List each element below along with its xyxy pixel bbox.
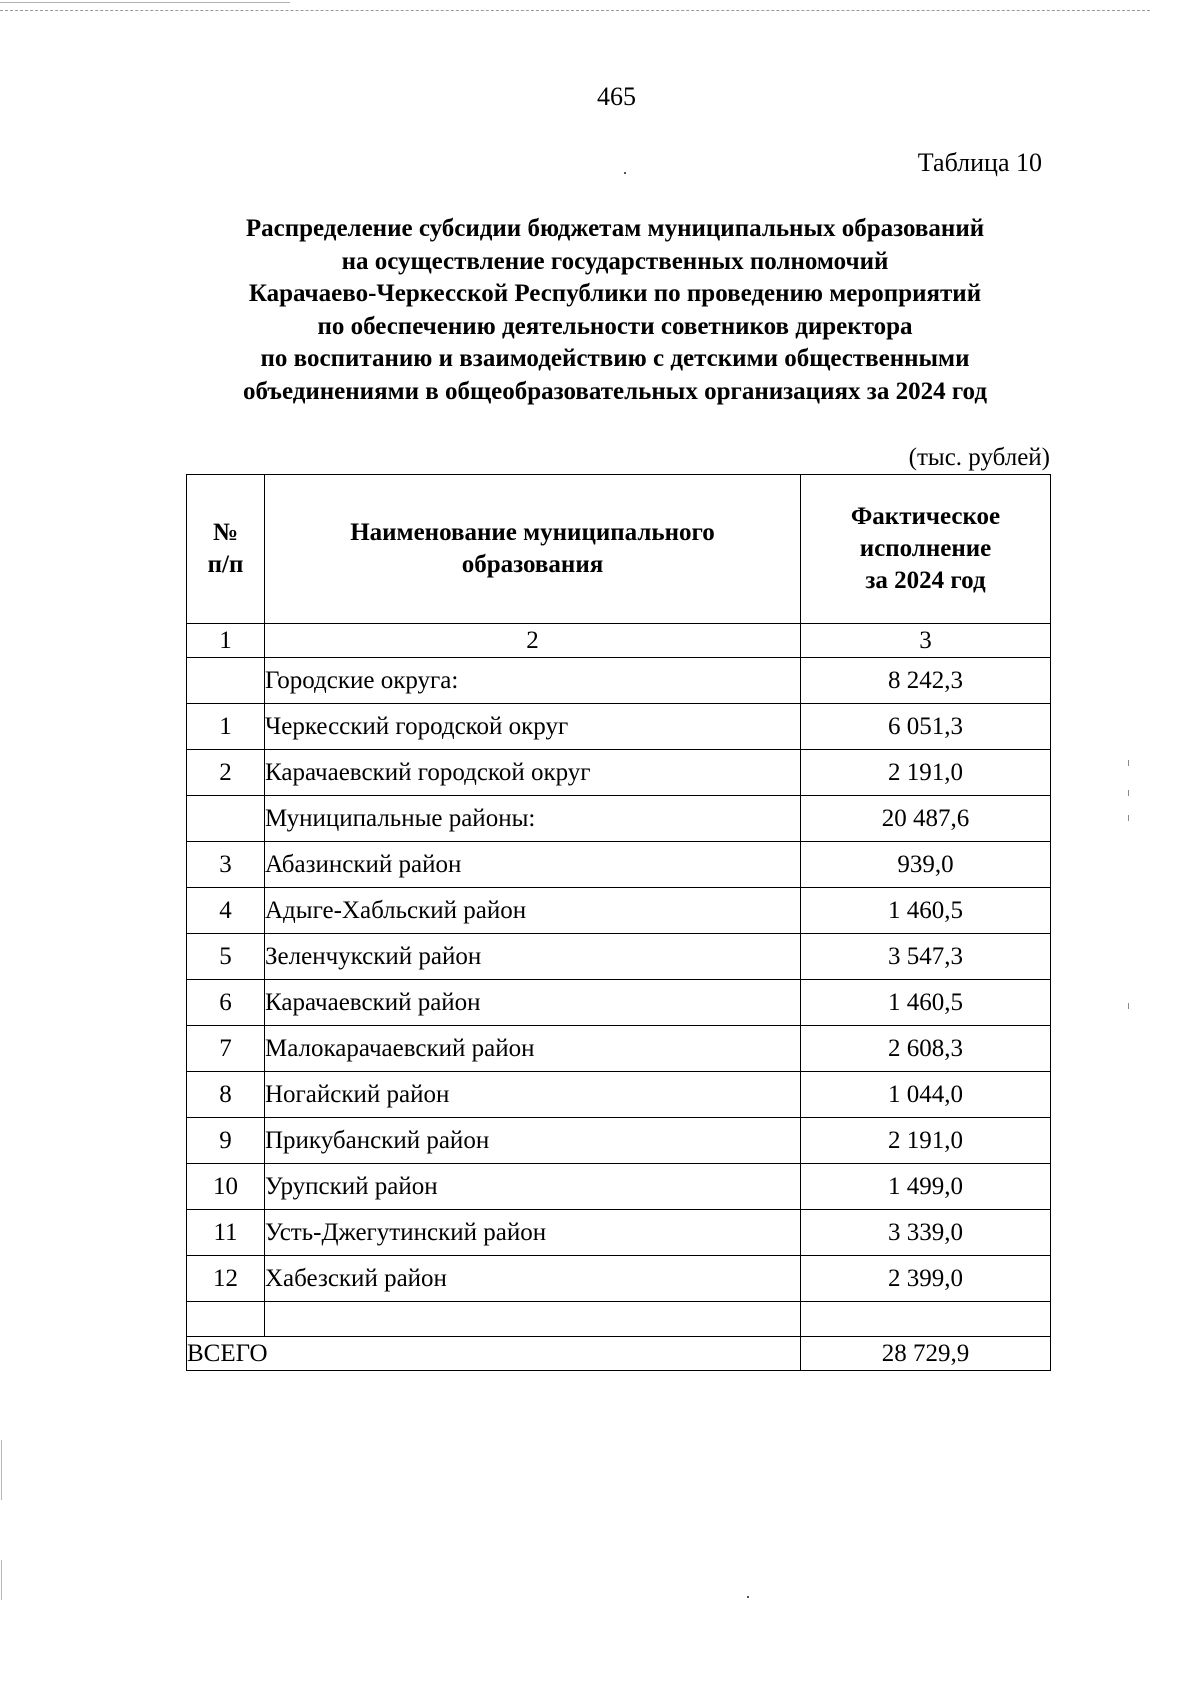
row-number: 5 xyxy=(187,934,265,980)
table-row xyxy=(187,1072,1051,1118)
subsidy-table xyxy=(186,474,1051,1371)
table-row xyxy=(187,1256,1051,1302)
row-number: 4 xyxy=(187,888,265,934)
row-name: Усть-Джегутинский район xyxy=(265,1210,801,1256)
scan-edge xyxy=(1,1440,2,1500)
scan-artifact-line xyxy=(0,2,290,3)
row-value: 3 339,0 xyxy=(801,1210,1051,1256)
blank-cell xyxy=(801,1302,1051,1337)
row-number: 6 xyxy=(187,980,265,1026)
table-row xyxy=(187,934,1051,980)
table-row xyxy=(187,980,1051,1026)
document-title xyxy=(150,213,1080,408)
row-name: Урупский район xyxy=(265,1164,801,1210)
header-name-text: Наименование муниципального образования xyxy=(350,519,715,578)
table-row xyxy=(187,888,1051,934)
row-value: 8 242,3 xyxy=(801,658,1051,704)
row-name: Малокарачаевский район xyxy=(265,1026,801,1072)
row-number: 3 xyxy=(187,842,265,888)
row-number: 9 xyxy=(187,1118,265,1164)
scan-speck xyxy=(1128,1003,1129,1009)
row-name: Муниципальные районы: xyxy=(265,796,801,842)
total-value: 28 729,9 xyxy=(801,1337,1051,1371)
row-value: 1 499,0 xyxy=(801,1164,1051,1210)
row-number: 11 xyxy=(187,1210,265,1256)
title-line: по обеспечению деятельности советников директора xyxy=(317,312,913,340)
row-name: Карачаевский городской округ xyxy=(265,750,801,796)
total-label: ВСЕГО xyxy=(187,1337,801,1371)
column-number: 2 xyxy=(265,624,801,658)
row-number: 7 xyxy=(187,1026,265,1072)
title-line: на осуществление государственных полномочий xyxy=(341,247,889,275)
row-name: Городские округа: xyxy=(265,658,801,704)
row-number xyxy=(187,658,265,704)
column-number: 3 xyxy=(801,624,1051,658)
title-line: объединениями в общеобразовательных организациях за 2024 год xyxy=(243,377,987,405)
title-line: Распределение субсидии бюджетам муниципальных образований xyxy=(245,215,985,242)
row-value: 1 460,5 xyxy=(801,980,1051,1026)
scan-speck xyxy=(624,172,626,174)
table-body xyxy=(187,658,1051,1302)
row-name: Карачаевский район xyxy=(265,980,801,1026)
blank-cell xyxy=(265,1302,801,1337)
scan-speck xyxy=(1128,760,1129,766)
row-value: 2 191,0 xyxy=(801,1118,1051,1164)
header-value-text: Фактическое исполнение за 2024 год xyxy=(850,503,1001,594)
table-row xyxy=(187,658,1051,704)
scan-edge xyxy=(1,1560,2,1600)
scan-speck xyxy=(1128,790,1129,796)
table-row xyxy=(187,1164,1051,1210)
row-value: 1 044,0 xyxy=(801,1072,1051,1118)
row-number: 10 xyxy=(187,1164,265,1210)
column-number-row xyxy=(187,624,1051,658)
row-name: Зеленчукский район xyxy=(265,934,801,980)
header-num xyxy=(187,475,265,624)
title-line: Карачаево-Черкесской Республики по проведению мероприятий xyxy=(248,280,982,307)
row-number xyxy=(187,796,265,842)
row-number: 2 xyxy=(187,750,265,796)
scan-speck xyxy=(747,1596,749,1598)
scan-speck xyxy=(1128,815,1129,821)
header-value xyxy=(801,475,1051,624)
row-value: 2 191,0 xyxy=(801,750,1051,796)
table-row xyxy=(187,1026,1051,1072)
row-name: Абазинский район xyxy=(265,842,801,888)
table-row xyxy=(187,796,1051,842)
table-row xyxy=(187,704,1051,750)
row-name: Хабезский район xyxy=(265,1256,801,1302)
blank-row xyxy=(187,1302,1051,1337)
header-name xyxy=(265,475,801,624)
table-header-row xyxy=(187,475,1051,624)
row-value: 3 547,3 xyxy=(801,934,1051,980)
header-num-text: № п/п xyxy=(207,519,244,578)
row-name: Черкесский городской округ xyxy=(265,704,801,750)
scan-artifact-dashed-line xyxy=(0,10,1150,11)
total-row xyxy=(187,1337,1051,1371)
table-row xyxy=(187,1210,1051,1256)
row-name: Прикубанский район xyxy=(265,1118,801,1164)
row-name: Ногайский район xyxy=(265,1072,801,1118)
table-row xyxy=(187,1118,1051,1164)
row-number: 8 xyxy=(187,1072,265,1118)
row-value: 1 460,5 xyxy=(801,888,1051,934)
row-name: Адыге-Хабльский район xyxy=(265,888,801,934)
title-line: по воспитанию и взаимодействию с детскими общественными xyxy=(260,345,970,372)
row-value: 20 487,6 xyxy=(801,796,1051,842)
row-number: 12 xyxy=(187,1256,265,1302)
column-number: 1 xyxy=(187,624,265,658)
row-value: 939,0 xyxy=(801,842,1051,888)
units-label: (тыс. рублей) xyxy=(908,444,1050,471)
row-number: 1 xyxy=(187,704,265,750)
row-value: 2 608,3 xyxy=(801,1026,1051,1072)
table-row xyxy=(187,750,1051,796)
page-number: 465 xyxy=(597,82,636,111)
blank-cell xyxy=(187,1302,265,1337)
table-label: Таблица 10 xyxy=(917,148,1042,177)
row-value: 6 051,3 xyxy=(801,704,1051,750)
table-row xyxy=(187,842,1051,888)
row-value: 2 399,0 xyxy=(801,1256,1051,1302)
